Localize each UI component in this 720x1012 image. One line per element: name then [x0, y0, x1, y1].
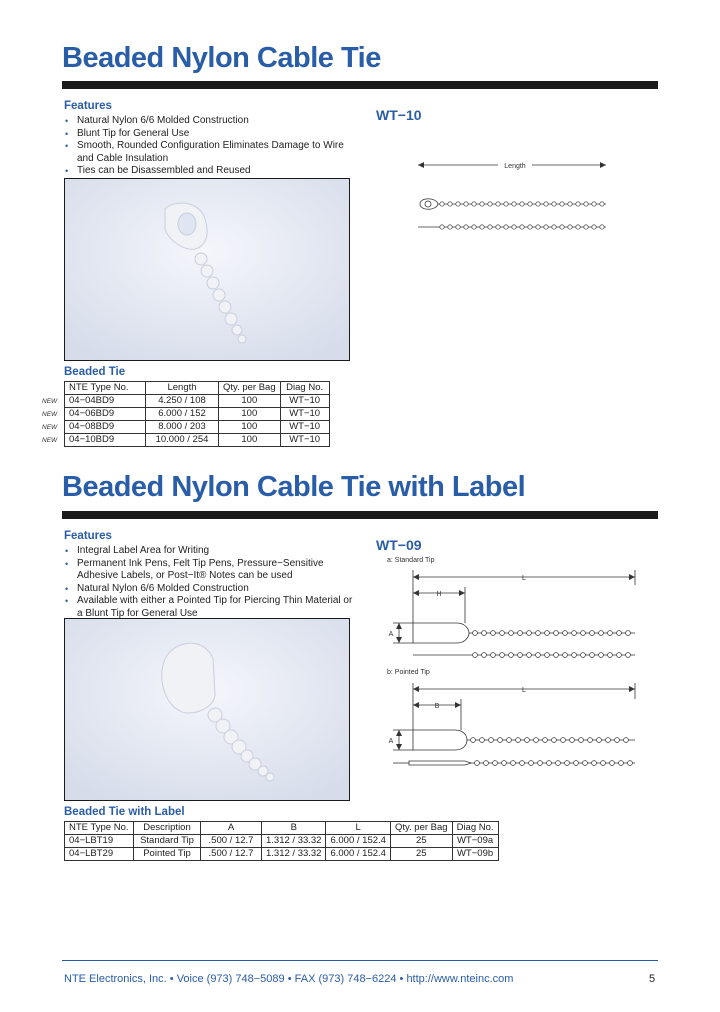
col-header: Qty. per Bag: [219, 382, 281, 395]
section2-features-heading: Features: [64, 530, 112, 542]
col-header: B: [262, 822, 326, 835]
footer-contact: [64, 973, 513, 985]
col-header: NTE Type No.: [65, 822, 134, 835]
cell: 1.312 / 33.32: [262, 848, 326, 861]
dim-A-label: A: [388, 738, 394, 745]
cell: .500 / 12.7: [201, 835, 262, 848]
footer-voice: Voice (973) 748−5089: [176, 973, 285, 985]
cell: 1.312 / 33.32: [262, 835, 326, 848]
table-row: [65, 421, 330, 434]
table-header-row: [65, 382, 330, 395]
cell: WT−09b: [452, 848, 498, 861]
feature-item: • Smooth, Rounded Configuration Eliminates Damage to Wire and Cable Insulation: [64, 140, 354, 165]
col-header: Diag No.: [452, 822, 498, 835]
cell: 8.000 / 203: [146, 421, 219, 434]
wt09b-caption: b: Pointed Tip: [387, 669, 430, 676]
cell: 04−06BD9: [65, 408, 146, 421]
cell: 04−08BD9: [65, 421, 146, 434]
footer-rule: [62, 960, 658, 961]
cell: 10.000 / 254: [146, 434, 219, 447]
wt09-diagram: [385, 565, 645, 775]
cell: Standard Tip: [134, 835, 201, 848]
cell: 100: [219, 395, 281, 408]
feature-item: • Ties can be Disassembled and Reused: [64, 165, 354, 178]
table-row: [65, 434, 330, 447]
dim-L-label: L: [522, 575, 526, 582]
table-row: [65, 395, 330, 408]
col-header: Description: [134, 822, 201, 835]
cell: 04−04BD9: [65, 395, 146, 408]
wt09-beads: [471, 631, 633, 766]
wt09-diagram-label: WT−09: [376, 537, 422, 553]
section1-table-heading: Beaded Tie: [64, 366, 126, 378]
cell: WT−09a: [452, 835, 498, 848]
dim-L-label: L: [522, 687, 526, 694]
wt10-diagram: [410, 155, 615, 235]
cell: 6.000 / 152: [146, 408, 219, 421]
wt10-diagram-label: WT−10: [376, 107, 422, 123]
beaded-tie-photo: [64, 178, 350, 361]
section1-rule: [62, 81, 658, 89]
cell: 6.000 / 152.4: [326, 835, 390, 848]
cell: 6.000 / 152.4: [326, 848, 390, 861]
col-header: L: [326, 822, 390, 835]
col-header: Length: [146, 382, 219, 395]
col-header: A: [201, 822, 262, 835]
label-tie-table: [64, 821, 499, 861]
bullet: •: [287, 973, 295, 985]
dim-A-label: A: [388, 631, 394, 638]
wt10-beads: [440, 202, 604, 229]
dim-H-label: H: [436, 591, 442, 598]
section2-title: Beaded Nylon Cable Tie with Label: [62, 471, 526, 503]
col-header: Qty. per Bag: [390, 822, 452, 835]
feature-item: • Permanent Ink Pens, Felt Tip Pens, Pressure−Sensitive Adhesive Labels, or Post−It® Notes can be used: [64, 558, 354, 583]
cell: 4.250 / 108: [146, 395, 219, 408]
section2-table-heading: Beaded Tie with Label: [64, 806, 185, 818]
cell: 25: [390, 848, 452, 861]
section1-features-heading: Features: [64, 100, 112, 112]
dim-B-label: B: [434, 703, 440, 710]
new-badge: NEW: [42, 398, 58, 405]
col-header: NTE Type No.: [65, 382, 146, 395]
section1-features-list: [64, 115, 354, 178]
cell: WT−10: [280, 395, 329, 408]
footer-company: NTE Electronics, Inc.: [64, 973, 167, 985]
feature-item: • Integral Label Area for Writing: [64, 545, 354, 558]
cell: .500 / 12.7: [201, 848, 262, 861]
cell: 25: [390, 835, 452, 848]
cell: WT−10: [280, 421, 329, 434]
section1-title: Beaded Nylon Cable Tie: [62, 42, 381, 74]
bullet: •: [169, 973, 177, 985]
footer-fax: FAX (973) 748−6224: [294, 973, 397, 985]
cell: 04−LBT19: [65, 835, 134, 848]
label-tie-image: [65, 619, 349, 800]
section2-features-list: [64, 545, 354, 620]
new-badge: NEW: [42, 424, 58, 431]
section2-rule: [62, 511, 658, 519]
page-number: 5: [649, 973, 656, 985]
cell: 04−LBT29: [65, 848, 134, 861]
feature-item: • Natural Nylon 6/6 Molded Construction: [64, 115, 354, 128]
bullet: •: [399, 973, 407, 985]
beaded-tie-table: [64, 381, 330, 447]
table-header-row: [65, 822, 499, 835]
footer-url[interactable]: http://www.nteinc.com: [406, 973, 514, 985]
feature-item: • Blunt Tip for General Use: [64, 128, 354, 141]
col-header: Diag No.: [280, 382, 329, 395]
new-badge: NEW: [42, 437, 58, 444]
cell: WT−10: [280, 408, 329, 421]
cell: Pointed Tip: [134, 848, 201, 861]
wt09a-caption: a: Standard Tip: [387, 557, 435, 564]
feature-item: • Natural Nylon 6/6 Molded Construction: [64, 583, 354, 596]
cell: 100: [219, 421, 281, 434]
cell: WT−10: [280, 434, 329, 447]
cell: 100: [219, 408, 281, 421]
table-row: [65, 848, 499, 861]
cell: 100: [219, 434, 281, 447]
table-row: [65, 408, 330, 421]
beaded-tie-image: [65, 179, 349, 360]
feature-item: • Available with either a Pointed Tip for Piercing Thin Material or a Blunt Tip for General Use: [64, 595, 354, 620]
label-tie-photo: [64, 618, 350, 801]
cell: 04−10BD9: [65, 434, 146, 447]
wt10-length-label: Length: [504, 163, 526, 170]
new-badge: NEW: [42, 411, 58, 418]
table-row: [65, 835, 499, 848]
